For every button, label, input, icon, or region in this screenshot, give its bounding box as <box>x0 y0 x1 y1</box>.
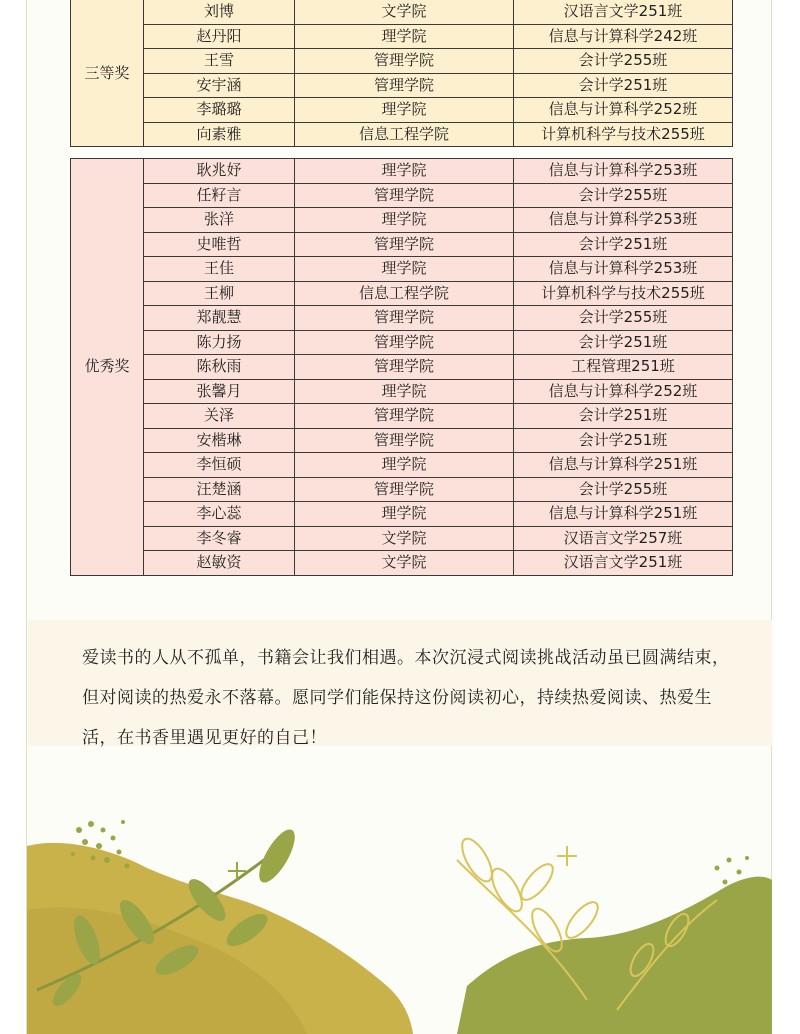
table-row <box>71 404 733 429</box>
table-row <box>71 355 733 380</box>
college-name: 文学院 <box>295 526 514 551</box>
right-green-blob <box>457 877 772 1034</box>
class-name: 会计学251班 <box>514 330 733 355</box>
college-name: 文学院 <box>295 551 514 576</box>
college-name: 管理学院 <box>295 428 514 453</box>
student-name: 安楷琳 <box>144 428 295 453</box>
table-row <box>71 551 733 576</box>
college-name: 理学院 <box>295 453 514 478</box>
student-name: 张洋 <box>144 208 295 233</box>
student-name: 王佳 <box>144 257 295 282</box>
table-row <box>71 98 733 123</box>
class-name: 会计学255班 <box>514 49 733 74</box>
table-row <box>71 428 733 453</box>
student-name: 郑靓慧 <box>144 306 295 331</box>
student-name: 李璐璐 <box>144 98 295 123</box>
table-row <box>71 526 733 551</box>
student-name: 王柳 <box>144 281 295 306</box>
student-name: 李恒硕 <box>144 453 295 478</box>
college-name: 理学院 <box>295 159 514 184</box>
college-name: 信息工程学院 <box>295 122 514 147</box>
student-name: 李冬睿 <box>144 526 295 551</box>
table-row <box>71 232 733 257</box>
table-row <box>71 306 733 331</box>
third-prize-table <box>70 0 733 147</box>
table-row <box>71 0 733 24</box>
class-name: 会计学251班 <box>514 404 733 429</box>
college-name: 管理学院 <box>295 330 514 355</box>
student-name: 耿兆妤 <box>144 159 295 184</box>
student-name: 任籽言 <box>144 183 295 208</box>
student-name: 李心蕊 <box>144 502 295 527</box>
table-row <box>71 330 733 355</box>
class-name: 汉语言文学251班 <box>514 551 733 576</box>
student-name: 关泽 <box>144 404 295 429</box>
table-row <box>71 49 733 74</box>
class-name: 会计学255班 <box>514 477 733 502</box>
college-name: 信息工程学院 <box>295 281 514 306</box>
table-row <box>71 73 733 98</box>
class-name: 会计学251班 <box>514 428 733 453</box>
class-name: 信息与计算科学253班 <box>514 208 733 233</box>
table-row <box>71 122 733 147</box>
student-name: 赵敏资 <box>144 551 295 576</box>
college-name: 理学院 <box>295 379 514 404</box>
sparkle-left <box>228 862 246 880</box>
student-name: 张馨月 <box>144 379 295 404</box>
class-name: 会计学255班 <box>514 306 733 331</box>
table-row <box>71 24 733 49</box>
prize-category: 优秀奖 <box>71 159 144 576</box>
student-name: 安宇涵 <box>144 73 295 98</box>
class-name: 会计学251班 <box>514 73 733 98</box>
class-name: 信息与计算科学252班 <box>514 98 733 123</box>
sparkle-right <box>557 846 577 866</box>
table-row <box>71 502 733 527</box>
college-name: 理学院 <box>295 208 514 233</box>
class-name: 信息与计算科学252班 <box>514 379 733 404</box>
college-name: 理学院 <box>295 98 514 123</box>
class-name: 汉语言文学257班 <box>514 526 733 551</box>
table-row <box>71 477 733 502</box>
college-name: 管理学院 <box>295 404 514 429</box>
table-row <box>71 281 733 306</box>
class-name: 信息与计算科学253班 <box>514 257 733 282</box>
student-name: 王雪 <box>144 49 295 74</box>
table-row <box>71 453 733 478</box>
class-name: 信息与计算科学253班 <box>514 159 733 184</box>
college-name: 管理学院 <box>295 232 514 257</box>
table-row <box>71 379 733 404</box>
student-name: 汪楚涵 <box>144 477 295 502</box>
excellence-prize-table <box>70 158 733 576</box>
college-name: 理学院 <box>295 502 514 527</box>
table-row <box>71 257 733 282</box>
closing-note <box>28 620 772 746</box>
closing-paragraph: 爱读书的人从不孤单，书籍会让我们相遇。本次沉浸式阅读挑战活动虽已圆满结束，但对阅读的热爱永不落幕。愿同学们能保持这份阅读初心，持续热爱阅读、热爱生活，在书香里遇见更好的自己！ <box>82 648 730 748</box>
college-name: 管理学院 <box>295 183 514 208</box>
class-name: 汉语言文学251班 <box>514 0 733 24</box>
class-name: 信息与计算科学242班 <box>514 24 733 49</box>
class-name: 会计学255班 <box>514 183 733 208</box>
botanical-illustration <box>27 790 772 1034</box>
table-row <box>71 208 733 233</box>
table-row <box>71 183 733 208</box>
class-name: 会计学251班 <box>514 232 733 257</box>
college-name: 管理学院 <box>295 73 514 98</box>
class-name: 计算机科学与技术255班 <box>514 122 733 147</box>
college-name: 管理学院 <box>295 306 514 331</box>
student-name: 赵丹阳 <box>144 24 295 49</box>
student-name: 向素雅 <box>144 122 295 147</box>
student-name: 陈秋雨 <box>144 355 295 380</box>
table-row <box>71 159 733 184</box>
college-name: 理学院 <box>295 257 514 282</box>
student-name: 史唯哲 <box>144 232 295 257</box>
class-name: 信息与计算科学251班 <box>514 453 733 478</box>
prize-category: 三等奖 <box>71 0 144 147</box>
college-name: 理学院 <box>295 24 514 49</box>
class-name: 工程管理251班 <box>514 355 733 380</box>
college-name: 管理学院 <box>295 49 514 74</box>
student-name: 刘博 <box>144 0 295 24</box>
college-name: 管理学院 <box>295 355 514 380</box>
class-name: 计算机科学与技术255班 <box>514 281 733 306</box>
student-name: 陈力扬 <box>144 330 295 355</box>
class-name: 信息与计算科学251班 <box>514 502 733 527</box>
college-name: 管理学院 <box>295 477 514 502</box>
college-name: 文学院 <box>295 0 514 24</box>
